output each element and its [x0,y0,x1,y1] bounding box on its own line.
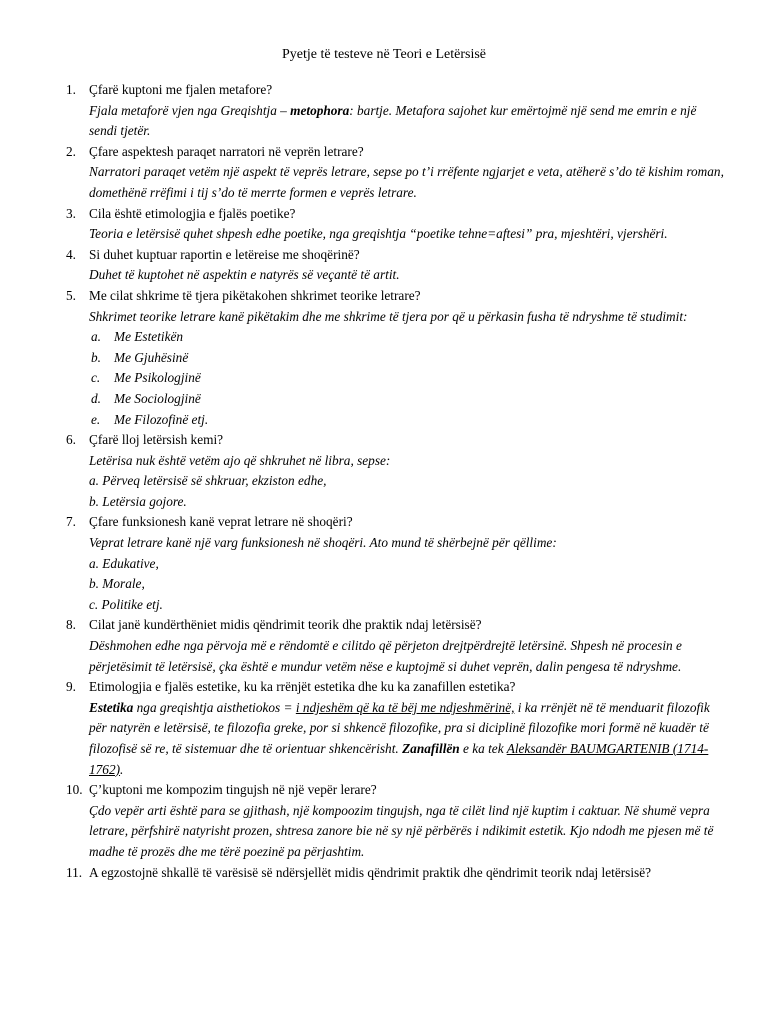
answer-text: Dëshmohen edhe nga përvoja më e rëndomtë e cilitdo që përjeton drejtpërdrejtë letërsinë. Shpesh në procesin e përjetësimit të letërsisë, çka është e mundur vetëm nëse e kuptojmë si duhet veprën, dalin pengesa të ndryshme. [89,638,682,674]
question-number: 11. [66,864,83,880]
sub-list-item [66,327,726,348]
question-item-8 [66,615,726,677]
question-text: Me cilat shkrime të tjera pikëtakohen shkrimet teorike letrare? [89,287,421,303]
question-number: 6. [66,432,76,448]
answer-text: Narratori paraqet vetëm një aspekt të veprës letrare, sepse po t’i rrëfente ngjarjet e veta, atëherë s’do të kishim roman, domethënë rrëfimi i tij s’do të merrte formen e veprës letrare. [89,164,724,200]
sub-item-letter: c. [91,370,101,386]
question-item-6 [66,430,726,512]
question-text: Cilat janë kundërthëniet midis qëndrimit teorik dhe praktik ndaj letërsisë? [89,617,482,633]
answer-text: Çdo vepër arti është para se gjithash, një kompoozim tingujsh, nga të cilët lind një kuptim i caktuar. Në shumë vepra letrare, përfshirë natyrisht prozen, shtresa zanore bie në sy një përbërës i ndikimit estetik. Kjo ndodh me pjesen më të madhe të prozës dhe me tërë poezinë pa përjashtim. [89,802,714,859]
answer-bold-term: Zanafillën [402,741,460,756]
question-item-5 [66,286,726,327]
question-text: A egzostojnë shkallë të varësisë së ndërsjellët midis qëndrimit praktik dhe qëndrimit teorik ndaj letërsisë? [89,864,652,880]
question-item-3 [66,204,726,245]
sub-list-item [66,348,726,369]
question-text: Çfarë kuptoni me fjalen metafore? [89,82,273,97]
answer-part: nga greqishtja aisthetiokos = [133,699,296,715]
sub-list-item [66,368,726,389]
question-item-9 [66,677,726,780]
answer-text: Duhet të kuptohet në aspektin e natyrës së veçantë të artit. [89,267,400,283]
question-number: 9. [66,679,76,695]
sub-item-text: Me Sociologjinë [114,390,201,406]
answer-text [89,698,726,780]
question-number: 3. [66,205,76,221]
question-number: 7. [66,514,76,530]
answer-text: Letërisa nuk është vetëm ajo që shkruhet në libra, sepse: [89,452,391,468]
sub-item-letter: b. [91,349,101,365]
question-text: Etimologjia e fjalës estetike, ku ka rrënjët estetika dhe ku ka zanafillen estetika? [89,679,516,695]
question-item-11 [66,863,726,884]
answer-underlined: i ndjeshëm që ka të bëj me ndjeshmërinë, [295,699,515,715]
answer-bold-term: metophora [290,102,350,118]
answer-line: a. Përveq letërsisë së shkruar, ekziston edhe, [89,473,327,489]
sub-item-text: Me Gjuhësinë [114,349,189,365]
question-text: Cila është etimologjia e fjalës poetike? [89,205,296,221]
answer-part: Fjala metaforë vjen nga Greqishtja – [89,102,291,118]
answer-text: Teoria e letërsisë quhet shpesh edhe poetike, nga greqishtja “poetike tehne=aftesi” pra, mjeshtëri, vjershëri. [89,226,668,242]
question-text: Çfare funksionesh kanë veprat letrare në shoqëri? [89,514,353,530]
answer-bold-term: Estetika [89,699,134,715]
sub-list-item [66,389,726,410]
question-list [66,80,726,883]
question-text: Çfare aspektesh paraqet narratori në veprën letrare? [89,143,364,159]
answer-part: . [120,761,124,777]
sub-item-text: Me Psikologjinë [114,370,201,386]
question-text: Si duhet kuptuar raportin e letëreise me shoqërinë? [89,246,360,262]
question-item-2 [66,142,726,204]
sub-list-item [66,410,726,431]
answer-part: i ka rrënjët në të menduarit filozofik për natyrën e letërsisë, te filozofia greke, por si shkencë filozofike, pra si diciplinë filozofike mori formë në kuadër të filozofisë së re, të sistemuar dhe të orientuar shkencërisht. [89,699,710,756]
answer-text: Shkrimet teorike letrare kanë pikëtakim dhe me shkrime të tjera por që u përkasin fusha të ndryshme të studimit: [89,308,688,324]
question-number: 10. [66,782,83,798]
sub-item-letter: d. [91,390,101,406]
sub-item-text: Me Filozofinë etj. [114,411,209,427]
question-number: 2. [66,143,76,159]
question-number: 8. [66,617,76,633]
question-text: Çfarë lloj letërsish kemi? [89,432,224,448]
sub-item-letter: a. [91,329,101,345]
question-item-1 [66,80,726,142]
question-number: 1. [66,82,76,97]
answer-text [89,101,726,142]
answer-line: b. Letërsia gojore. [89,493,187,509]
question-number: 4. [66,246,76,262]
answer-text: Veprat letrare kanë një varg funksionesh në shoqëri. Ato mund të shërbejnë për qëllime: [89,535,557,551]
answer-line: c. Politike etj. [89,596,163,612]
question-item-4 [66,245,726,286]
answer-underlined: Aleksandër BAUMGARTENIB (1714-1762) [89,741,709,777]
answer-part: : bartje. Metafora sajohet kur emërtojmë një send me emrin e një sendi tjetër. [89,102,697,139]
answer-line: b. Morale, [89,576,145,592]
question-item-7 [66,512,726,615]
question-number: 5. [66,287,76,303]
sub-item-letter: e. [91,411,101,427]
question-item-10 [66,780,726,862]
sub-item-text: Me Estetikën [114,329,184,345]
page-title: Pyetje të testeve në Teori e Letërsisë [281,47,486,62]
answer-line: a. Edukative, [89,555,159,571]
answer-part: e ka tek [459,741,507,756]
question-text: Ç’kuptoni me kompozim tingujsh në një vepër lerare? [89,782,377,798]
